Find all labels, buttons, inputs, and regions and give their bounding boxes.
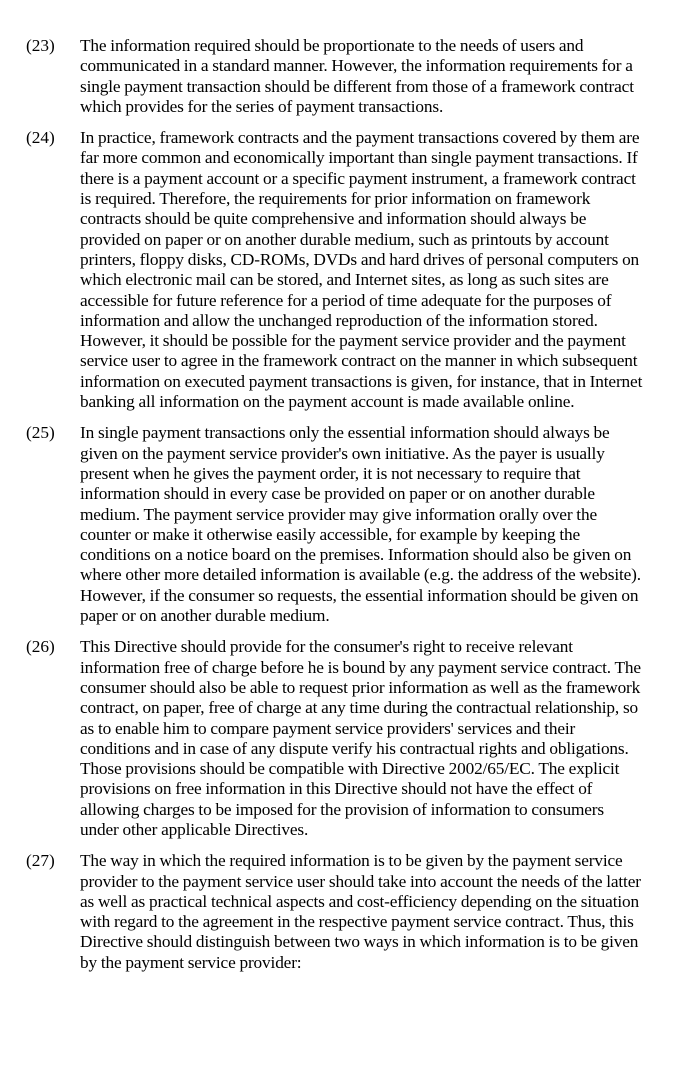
recital-number: (23) bbox=[26, 36, 55, 55]
recital-number: (26) bbox=[26, 637, 55, 657]
recital-23 bbox=[0, 36, 645, 117]
recital-25 bbox=[0, 423, 645, 626]
recital-26 bbox=[0, 637, 645, 840]
recital-number: (24) bbox=[26, 128, 55, 148]
recital-text: The way in which the required information is to be given by the payment service provider to the payment service user should take into account the needs of the latter as well as practical technical aspects and cost-efficiency depending on the situation with regard to the agreement in the respective payment service contract. Thus, this Directive should distinguish between two ways in which information is to be given by the payment service provider: bbox=[80, 851, 641, 972]
recital-text: In single payment transactions only the essential information should always be given on the payment service provider's own initiative. As the payer is usually present when he gives the payment order, it is not necessary to require that information should in every case be provided on paper or on another durable medium. The payment service provider may give information orally over the counter or make it otherwise easily accessible, for example by keeping the conditions on a notice board on the premises. Information should also be given on where other more detailed information is available (e.g. the address of the website). However, if the consumer so requests, the essential information should be given on paper or on another durable medium. bbox=[80, 423, 641, 626]
recital-24 bbox=[0, 128, 645, 412]
recital-number: (27) bbox=[26, 851, 55, 871]
document-page bbox=[0, 36, 700, 984]
recital-text: The information required should be proportionate to the needs of users and communicated in a standard manner. However, the information requirements for a single payment transaction should be different from those of a framework contract which provides for the series of payment transactions. bbox=[80, 36, 634, 116]
recital-27 bbox=[0, 851, 645, 973]
recital-number: (25) bbox=[26, 423, 55, 443]
recital-text: In practice, framework contracts and the payment transactions covered by them are far more common and economically important than single payment transactions. If there is a payment account or a specific payment instrument, a framework contract is required. Therefore, the requirements for prior information on framework contracts should be quite comprehensive and information should always be provided on paper or on another durable medium, such as printouts by account printers, floppy disks, CD-ROMs, DVDs and hard drives of personal computers on which electronic mail can be stored, and Internet sites, as long as such sites are accessible for future reference for a period of time adequate for the purposes of information and allow the unchanged reproduction of the information stored. However, it should be possible for the payment service provider and the payment service user to agree in the framework contract on the manner in which subsequent information on executed payment transactions is given, for instance, that in Internet banking all information on the payment account is made available online. bbox=[80, 128, 643, 412]
recital-text: This Directive should provide for the consumer's right to receive relevant information free of charge before he is bound by any payment service contract. The consumer should also be able to request prior information as well as the framework contract, on paper, free of charge at any time during the contractual relationship, so as to enable him to compare payment service providers' services and their conditions and in case of any dispute verify his contractual rights and obligations. Those provisions should be compatible with Directive 2002/65/EC. The explicit provisions on free information in this Directive should not have the effect of allowing charges to be imposed for the provision of information to consumers under other applicable Directives. bbox=[80, 637, 641, 839]
